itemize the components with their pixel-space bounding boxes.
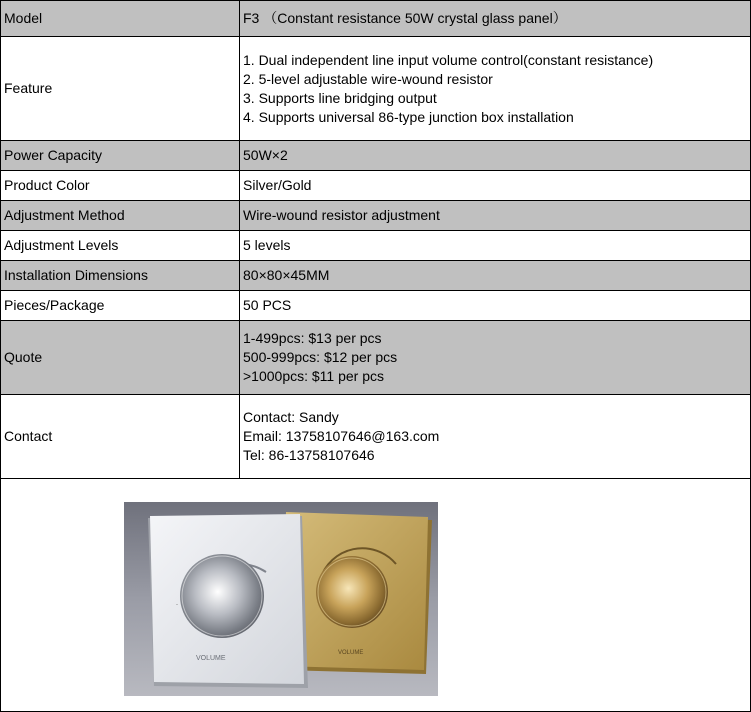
value-line: Wire-wound resistor adjustment bbox=[243, 207, 440, 223]
row-label: Feature bbox=[1, 37, 240, 141]
value-line: Contact: Sandy bbox=[243, 409, 339, 425]
row-label: Installation Dimensions bbox=[1, 261, 240, 291]
silver-knob-icon bbox=[180, 554, 264, 638]
value-line: 50 PCS bbox=[243, 297, 292, 313]
row-quote bbox=[1, 321, 751, 395]
value-line: 5 levels bbox=[243, 237, 291, 253]
row-value bbox=[240, 261, 751, 291]
value-line: Email: 13758107646@163.com bbox=[243, 428, 440, 444]
row-value bbox=[240, 171, 751, 201]
value-line: 1. Dual independent line input volume control(constant resistance) bbox=[243, 51, 654, 68]
value-line: 50W×2 bbox=[243, 147, 288, 163]
row-photo bbox=[1, 479, 751, 712]
row-value bbox=[240, 231, 751, 261]
value-line: 3. Supports line bridging output bbox=[243, 89, 437, 106]
row-value bbox=[240, 291, 751, 321]
row-label: Quote bbox=[1, 321, 240, 395]
row-feature bbox=[1, 37, 751, 141]
row-power-capacity bbox=[1, 141, 751, 171]
row-label: Adjustment Levels bbox=[1, 231, 240, 261]
row-label: Pieces/Package bbox=[1, 291, 240, 321]
row-value bbox=[240, 1, 751, 37]
gold-knob-icon bbox=[316, 556, 388, 628]
value-line: 2. 5-level adjustable wire-wound resistor bbox=[243, 70, 493, 87]
row-label: Contact bbox=[1, 395, 240, 479]
row-label: Product Color bbox=[1, 171, 240, 201]
row-adjustment-method bbox=[1, 201, 751, 231]
row-installation-dimensions bbox=[1, 261, 751, 291]
value-line: 1-499pcs: $13 per pcs bbox=[243, 330, 382, 346]
row-value bbox=[240, 141, 751, 171]
row-value bbox=[240, 201, 751, 231]
value-line: Tel: 86-13758107646 bbox=[243, 447, 375, 463]
silver-panel-min-mark: - bbox=[176, 602, 178, 608]
row-label: Model bbox=[1, 1, 240, 37]
gold-panel-label: VOLUME bbox=[338, 650, 364, 656]
value-line: 500-999pcs: $12 per pcs bbox=[243, 349, 398, 365]
row-product-color bbox=[1, 171, 751, 201]
row-label: Power Capacity bbox=[1, 141, 240, 171]
value-line: F3 （Constant resistance 50W crystal glass panel） bbox=[243, 10, 567, 26]
row-adjustment-levels bbox=[1, 231, 751, 261]
row-label: Adjustment Method bbox=[1, 201, 240, 231]
row-value bbox=[240, 37, 751, 141]
value-line: 4. Supports universal 86-type junction box installation bbox=[243, 108, 574, 125]
silver-panel-label: VOLUME bbox=[196, 655, 226, 662]
row-value bbox=[240, 395, 751, 479]
row-model bbox=[1, 1, 751, 37]
value-line: >1000pcs: $11 per pcs bbox=[243, 368, 385, 384]
row-pieces-package bbox=[1, 291, 751, 321]
value-line: 80×80×45MM bbox=[243, 267, 330, 283]
row-contact bbox=[1, 395, 751, 479]
value-line: Silver/Gold bbox=[243, 177, 312, 193]
row-value bbox=[240, 321, 751, 395]
product-photo bbox=[124, 502, 438, 696]
silver-panel bbox=[148, 514, 308, 688]
photo-cell bbox=[1, 479, 751, 712]
